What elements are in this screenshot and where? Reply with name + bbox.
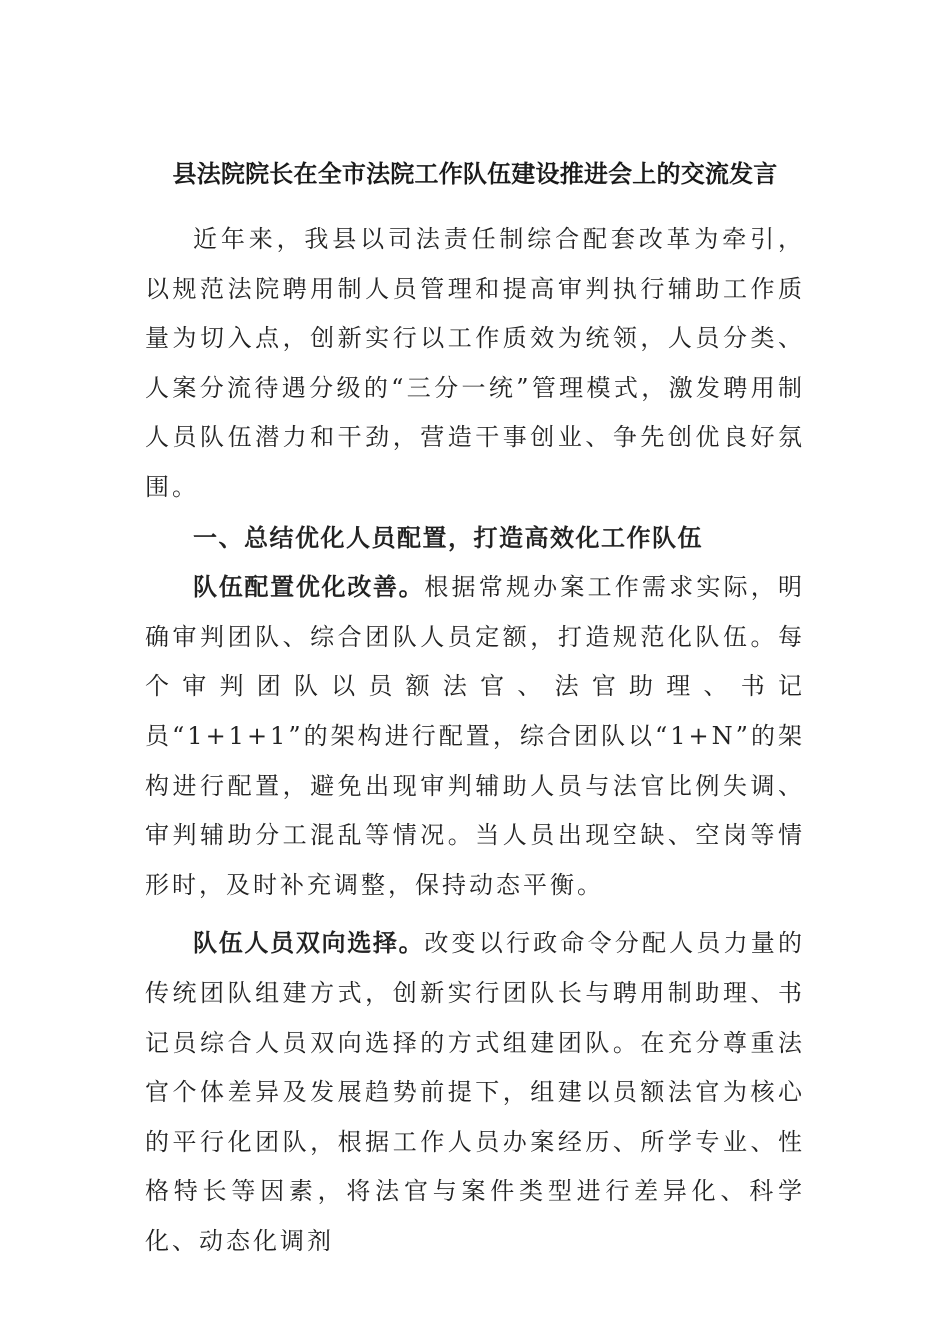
- section-paragraph-1: [145, 562, 805, 910]
- paragraph-text: 根据常规办案工作需求实际，明确审判团队、综合团队人员定额，打造规范化队伍。每个审判团队以员额法官、法官助理、书记员“1+1+1”的架构进行配置，综合团队以“1+N”的架构进行配置，避免出现审判辅助人员与法官比例失调、审判辅助分工混乱等情况。当人员出现空缺、空岗等情形时，及时补充调整，保持动态平衡。: [145, 573, 806, 899]
- document-title: 县法院院长在全市法院工作队伍建设推进会上的交流发言: [172, 159, 778, 188]
- section-paragraph-2: [145, 918, 805, 1266]
- paragraph-lead: 队伍配置优化改善。: [193, 572, 425, 602]
- section-heading: 一、总结优化人员配置，打造高效化工作队伍: [193, 522, 703, 552]
- paragraph-text: 改变以行政命令分配人员力量的传统团队组建方式，创新实行团队长与聘用制助理、书记员综合人员双向选择的方式组建团队。在充分尊重法官个体差异及发展趋势前提下，组建以员额法官为核心的平行化团队，根据工作人员办案经历、所学专业、性格特长等因素，将法官与案件类型进行差异化、科学化、动态化调剂: [145, 929, 806, 1255]
- intro-paragraph: 近年来，我县以司法责任制综合配套改革为牵引，以规范法院聘用制人员管理和提高审判执行辅助工作质量为切入点，创新实行以工作质效为统领，人员分类、人案分流待遇分级的“三分一统”管理模式，激发聘用制人员队伍潜力和干劲，营造干事创业、争先创优良好氛围。: [145, 225, 805, 501]
- document-body: [145, 215, 805, 1266]
- paragraph-lead: 队伍人员双向选择。: [193, 928, 425, 958]
